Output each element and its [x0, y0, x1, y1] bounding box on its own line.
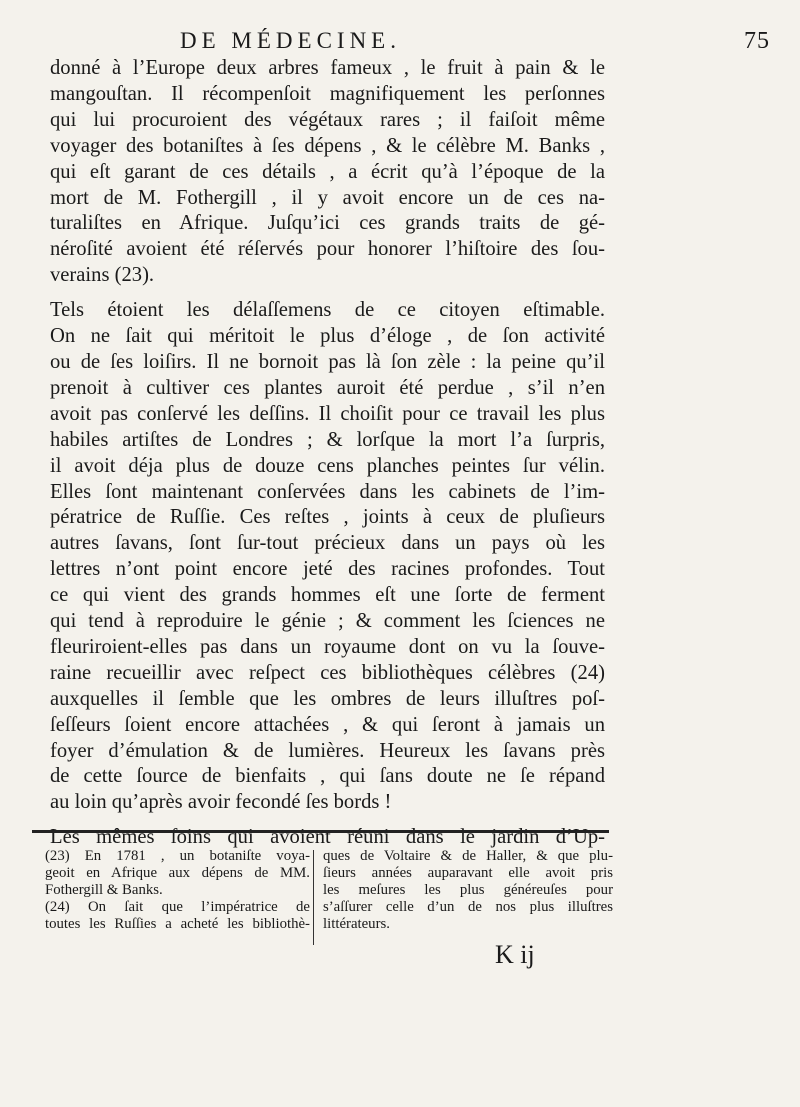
- footnote-line: ques de Voltaire & de Haller, & que plu-: [323, 848, 613, 864]
- text-line: il avoit déja plus de douze cens planches peintes ſur vélin.: [50, 454, 605, 477]
- text-line: qui eſt garant de ces détails , a écrit qu’à l’époque de la: [50, 160, 605, 183]
- footnote-line: les meſures les plus généreuſes pour: [323, 882, 613, 898]
- footnote-line: (24) On ſait que l’impératrice de: [45, 899, 310, 915]
- text-line: On ne ſait qui méritoit le plus d’éloge , de ſon activité: [50, 325, 605, 348]
- signature-mark: K ij: [495, 940, 535, 969]
- text-line: donné à l’Europe deux arbres fameux , le fruit à pain & le: [50, 57, 605, 79]
- text-line: Elles ſont maintenant conſervées dans les cabinets de l’im-: [50, 480, 605, 503]
- text-line: fleuriroient-elles pas dans un royaume dont on vu la ſouve-: [50, 635, 605, 658]
- running-head: [180, 28, 770, 58]
- footnote-line: ſieurs années auparavant elle avoit pris: [323, 865, 613, 881]
- text-line: raine recueillir avec reſpect ces bibliothèques célèbres (24): [50, 661, 605, 684]
- text-line: au loin qu’après avoir fecondé ſes bords !: [50, 791, 392, 814]
- text-line: habiles artiſtes de Londres ; & lorſque la mort l’a ſurpris,: [50, 428, 605, 451]
- text-line: pératrice de Ruſſie. Ces reſtes , joints à ceux de pluſieurs: [50, 506, 605, 529]
- text-line: Les mêmes ſoins qui avoient réuni dans le jardin d’Up-: [50, 826, 605, 849]
- footnote-line: (23) En 1781 , un botaniſte voya-: [45, 848, 310, 864]
- footnotes-left-column: [45, 848, 310, 933]
- text-line: de cette ſource de bienfaits , qui ſans doute ne ſe répand: [50, 765, 605, 788]
- text-line: autres ſavans, ſont ſur-tout précieux dans un pays où les: [50, 532, 605, 555]
- text-line: auxquelles il ſemble que les ombres de leurs illuſtres poſ-: [50, 687, 605, 710]
- text-line: ou de ſes loiſirs. Il ne bornoit pas là ſon zèle : la peine qu’il: [50, 350, 605, 373]
- text-line: prenoit à cultiver ces plantes auroit été perdue , s’il n’en: [50, 376, 605, 399]
- footnote-line: toutes les Ruſſies a acheté les bibliothè-: [45, 916, 310, 932]
- footnote-line: s’aſſurer celle d’un de nos plus illuſtres: [323, 899, 613, 915]
- text-line: mort de M. Fothergill , il y avoit encore un de ces na-: [50, 186, 605, 209]
- footnotes-right-column: [323, 848, 613, 933]
- text-line: ſeſſeurs ſoient encore attachées , & qui ſeront à jamais un: [50, 713, 605, 736]
- text-line: qui lui procuroient des végétaux rares ; il faiſoit même: [50, 108, 605, 131]
- text-line: verains (23).: [50, 264, 155, 287]
- footnote-column-divider: [313, 850, 314, 945]
- text-line: mangouſtan. Il récompenſoit magnifiquement les perſonnes: [50, 82, 605, 105]
- footnote-rule: [32, 830, 609, 833]
- footnote-line: geoit en Afrique aux dépens de MM.: [45, 865, 310, 881]
- text-line: lettres n’ont point encore jeté des racines profondes. Tout: [50, 558, 605, 581]
- text-line: foyer d’émulation & de lumières. Heureux les ſavans près: [50, 739, 605, 762]
- text-line: Tels étoient les délaſſemens de ce citoyen eſtimable.: [50, 299, 605, 322]
- text-line: avoit pas conſervé les deſſins. Il choiſit pour ce travail les plus: [50, 402, 605, 425]
- text-line: ce qui vient des grands hommes eſt une ſorte de ferment: [50, 584, 605, 607]
- text-line: turaliſtes en Afrique. Juſqu’ici ces grands traits de gé-: [50, 212, 605, 235]
- body-text: [50, 56, 605, 851]
- paragraph-1: [50, 56, 605, 289]
- text-line: voyager des botaniſtes à ſes dépens , & le célèbre M. Banks ,: [50, 134, 605, 157]
- footnote-line: Fothergill & Banks.: [45, 882, 163, 898]
- paragraph-2: [50, 298, 605, 816]
- page-number: 75: [744, 28, 770, 54]
- running-title: DE MÉDECINE.: [180, 28, 401, 53]
- text-line: qui tend à reproduire le génie ; & comment les ſciences ne: [50, 610, 605, 633]
- text-line: néroſité avoient été réſervés pour honorer l’hiſtoire des ſou-: [50, 238, 605, 261]
- footnote-line: littérateurs.: [323, 916, 390, 932]
